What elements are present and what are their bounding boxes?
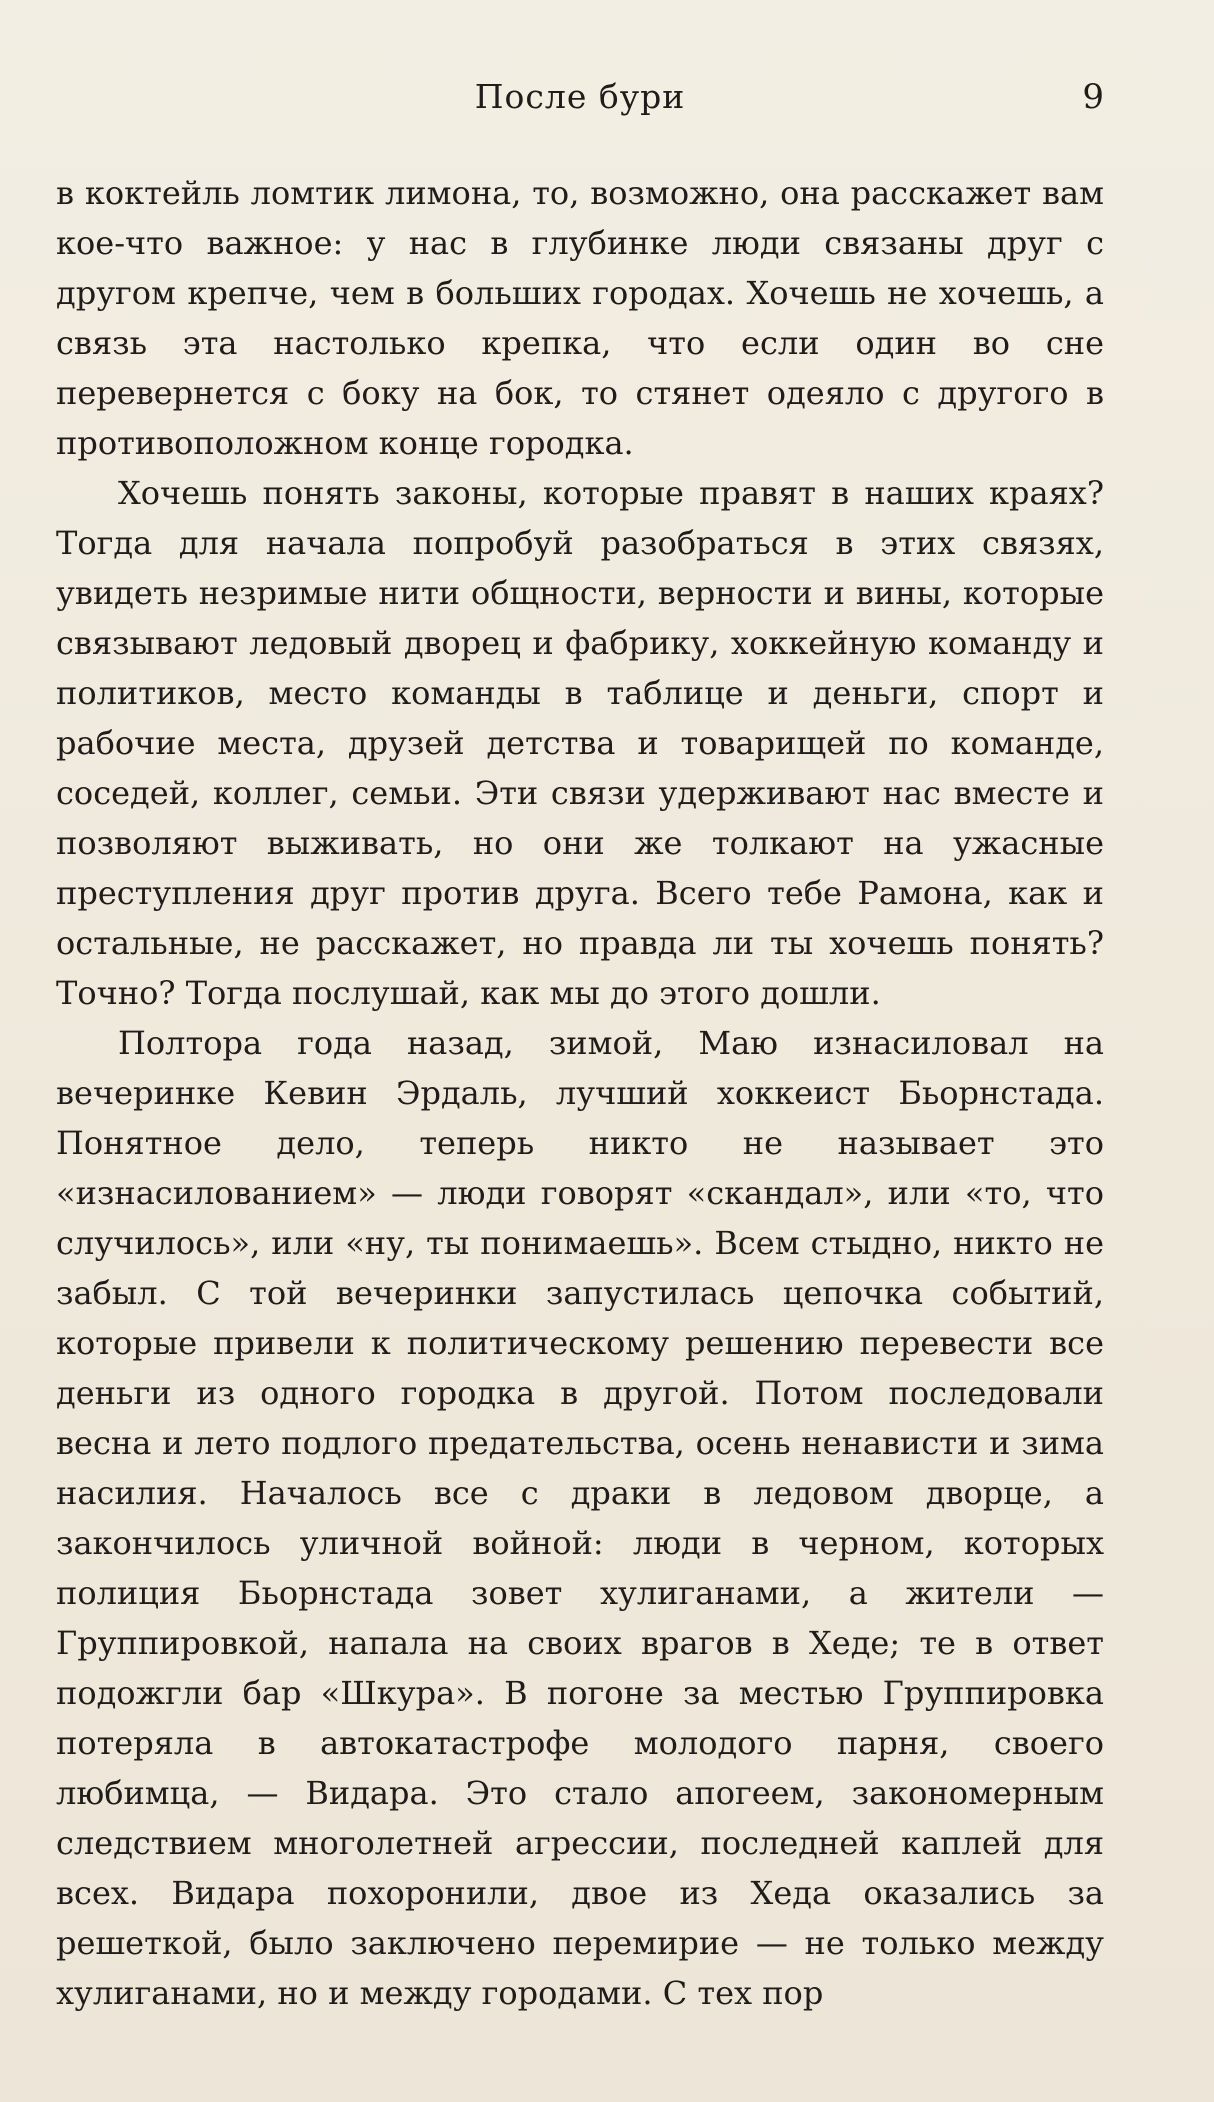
paragraph-1: в коктейль ломтик лимона, то, возможно, она расскажет вам кое-что важное: у нас в глубинке люди связаны друг с другом крепче, чем в больших городах. Хочешь не хочешь, а связь эта настолько крепка, что если один во сне перевернется с боку на бок, то стянет одеяло с другого в противоположном конце городка.: [56, 174, 1104, 462]
running-header: [56, 72, 1104, 122]
chapter-title: После бури: [474, 77, 686, 116]
paragraph-3: Полтора года назад, зимой, Маю изнасиловал на вечеринке Кевин Эрдаль, лучший хоккеист Бьорнстада. Понятное дело, теперь никто не называет это «изнасилованием» — люди говорят «скандал», или «то, что случилось», или «ну, ты понимаешь». Всем стыдно, никто не забыл. С той вечеринки запустилась цепочка событий, которые привели к политическому решению перевести все деньги из одного городка в другой. Потом последовали весна и лето подлого предательства, осень ненависти и зима насилия. Началось все с драки в ледовом дворце, а закончилось уличной войной: люди в черном, которых полиция Бьорнстада зовет хулиганами, а жители — Группировкой, напала на своих врагов в Хеде; те в ответ подожгли бар «Шкура». В погоне за местью Группировка потеряла в автокатастрофе молодого парня, своего любимца, — Видара. Это стало апогеем, закономерным следствием многолетней агрессии, последней каплей для всех. Видара похоронили, двое из Хеда оказались за решеткой, было заключено перемирие — не только между хулиганами, но и между городами. С тех пор: [56, 1024, 1104, 2012]
body-text: [56, 168, 1104, 2018]
paragraph-2: Хочешь понять законы, которые правят в наших краях? Тогда для начала попробуй разобраться в этих связях, увидеть незримые нити общности, верности и вины, которые связывают ледовый дворец и фабрику, хоккейную команду и политиков, место команды в таблице и деньги, спорт и рабочие места, друзей детства и товарищей по команде, соседей, коллег, семьи. Эти связи удерживают нас вместе и позволяют выживать, но они же толкают на ужасные преступления друг против друга. Всего тебе Рамона, как и остальные, не расскажет, но правда ли ты хочешь понять? Точно? Тогда послушай, как мы до этого дошли.: [56, 474, 1104, 1012]
page-number: 9: [1082, 77, 1104, 117]
